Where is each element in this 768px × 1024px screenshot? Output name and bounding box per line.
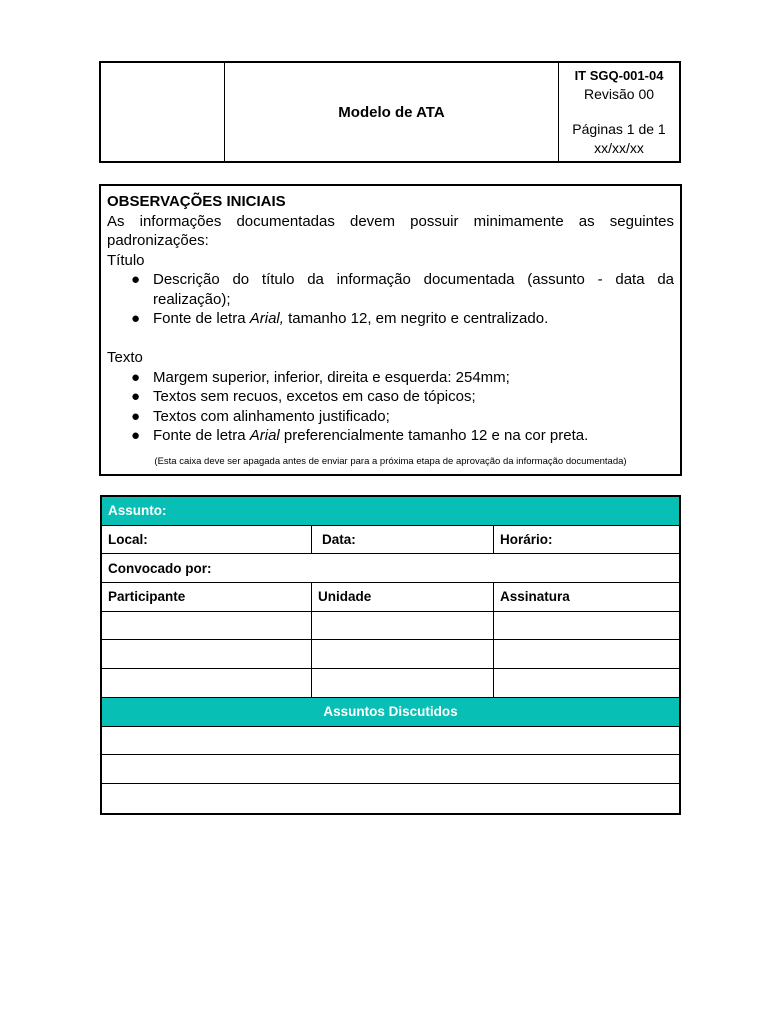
location-row xyxy=(102,526,679,555)
location-field[interactable]: Local: xyxy=(102,526,312,554)
document-date: xx/xx/xx xyxy=(594,140,644,156)
table-row xyxy=(102,612,679,641)
title-rules-list xyxy=(107,270,674,329)
table-row xyxy=(102,640,679,669)
text-rules-list xyxy=(107,368,674,446)
participant-cell[interactable] xyxy=(102,640,312,668)
time-field[interactable]: Horário: xyxy=(500,532,553,548)
list-item: ● Textos sem recuos, excetos em caso de tópicos; xyxy=(131,388,476,405)
convened-row xyxy=(102,554,679,583)
revision: Revisão 00 xyxy=(583,86,655,102)
table-row xyxy=(102,727,679,756)
date-field[interactable]: Data: xyxy=(312,526,494,554)
observations-intro: As informações documentadas devem possuir minimamente as seguintes padronizações: xyxy=(107,212,674,249)
signature-cell[interactable] xyxy=(494,640,679,668)
column-header-unit: Unidade xyxy=(312,583,494,611)
discussed-topics-label: Assuntos Discutidos xyxy=(323,704,458,720)
title-section-label: Título xyxy=(107,251,145,269)
page-count: Páginas 1 de 1 xyxy=(572,121,666,137)
list-item: ● Fonte de letra Arial preferencialmente tamanho 12 e na cor preta. xyxy=(131,427,589,444)
observations-heading: OBSERVAÇÕES INICIAIS xyxy=(107,193,286,210)
column-header-signature: Assinatura xyxy=(500,589,570,605)
discussed-header-row xyxy=(102,698,679,727)
bullet-icon: ● xyxy=(131,388,141,405)
bullet-icon: ● xyxy=(131,407,141,425)
discussed-topic-cell[interactable] xyxy=(102,755,679,783)
bullet-icon: ● xyxy=(131,271,141,288)
unit-cell[interactable] xyxy=(312,640,494,668)
participant-cell[interactable] xyxy=(102,612,312,640)
signature-cell[interactable] xyxy=(494,669,679,697)
list-item: ● Textos com alinhamento justificado; xyxy=(131,407,390,425)
document-header xyxy=(99,61,681,163)
text-section-label: Texto xyxy=(107,349,143,366)
subject-label: Assunto: xyxy=(108,503,167,519)
document-meta xyxy=(559,63,679,161)
font-name: Arial, xyxy=(249,310,284,327)
discussed-topic-cell[interactable] xyxy=(102,727,679,755)
bullet-icon: ● xyxy=(131,427,141,444)
initial-observations-box xyxy=(99,184,682,476)
participants-header-row xyxy=(102,583,679,612)
subject-row xyxy=(102,497,679,526)
unit-cell[interactable] xyxy=(312,669,494,697)
table-row xyxy=(102,755,679,784)
bullet-icon: ● xyxy=(131,310,141,327)
removal-note: (Esta caixa deve ser apagada antes de enviar para a próxima etapa de aprovação da informação documentada) xyxy=(154,455,627,467)
document-title: Modelo de ATA xyxy=(225,63,559,161)
participant-cell[interactable] xyxy=(102,669,312,697)
column-header-participant: Participante xyxy=(102,583,312,611)
list-item: ● Margem superior, inferior, direita e esquerda: 254mm; xyxy=(131,368,510,386)
convened-by-field[interactable]: Convocado por: xyxy=(108,560,212,576)
unit-cell[interactable] xyxy=(312,612,494,640)
font-name: Arial xyxy=(249,427,280,444)
list-item: ● Fonte de letra Arial, tamanho 12, em negrito e centralizado. xyxy=(131,310,549,327)
discussed-topic-cell[interactable] xyxy=(102,784,679,813)
signature-cell[interactable] xyxy=(494,612,679,640)
bullet-icon: ● xyxy=(131,368,141,386)
table-row xyxy=(102,669,679,698)
logo-cell xyxy=(101,63,225,161)
minutes-table xyxy=(100,495,681,815)
document-code: IT SGQ-001-04 xyxy=(574,68,664,83)
list-item: ● Descrição do título da informação documentada (assunto - data da realização); xyxy=(131,271,674,308)
table-row xyxy=(102,784,679,813)
